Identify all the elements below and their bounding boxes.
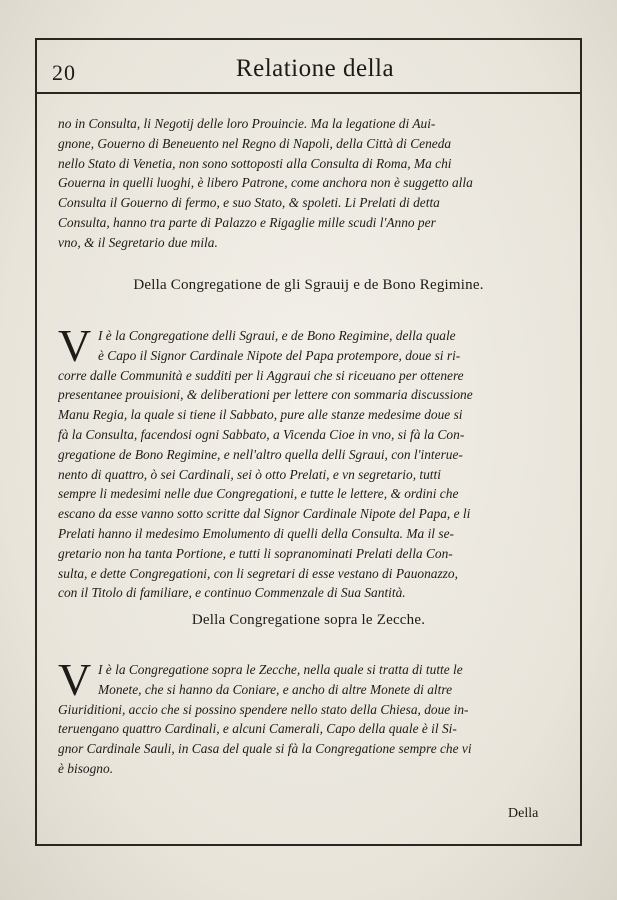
text-line: no in Consulta, li Negotij delle loro Prouincie. Ma la legatione di Aui- — [58, 116, 436, 131]
text-line: Manu Regia, la quale si tiene il Sabbato, pure alle stanze medesime doue si — [58, 407, 463, 423]
running-head: Relatione della — [235, 55, 395, 82]
text-line: I è la Congregatione delli Sgraui, e de Bono Regimine, della quale — [98, 328, 456, 343]
text-line: gnor Cardinale Sauli, in Casa del quale si fà la Congregatione sempre che vi — [58, 741, 472, 757]
section-heading-zecche: Della Congregatione sopra le Zecche. — [191, 612, 426, 628]
text-line: corre dalle Communità e sudditi per li Aggraui che si riceuano per ottenere — [58, 367, 464, 383]
text-line: è Capo il Signor Cardinale Nipote del Papa protempore, doue si ri- — [98, 347, 461, 363]
text-line: con il Titolo di familiare, e continuo Commenzale di Sua Santità. — [58, 585, 406, 601]
text-line: teruengano quattro Cardinali, e alcuni Camerali, Capo della quale è il Si- — [58, 721, 457, 737]
text-line: Monete, che si hanno da Coniare, e ancho di altre Monete di altre — [98, 681, 453, 697]
text-line: gnone, Gouerno di Beneuento nel Regno di Napoli, della Città di Ceneda — [58, 135, 452, 151]
paragraph-zecche — [58, 654, 572, 779]
text-line: Prelati hanno il medesimo Emolumento di quelli della Consulta. Ma il se- — [58, 525, 454, 541]
paragraph-sgraui — [58, 320, 572, 603]
drop-cap: V — [58, 320, 92, 371]
text-line: Giuriditioni, accio che si possino spendere nello stato della Chiesa, doue in- — [58, 701, 469, 717]
text-line: escano da esse vanno sotto scritte dal Signor Cardinale Nipote del Papa, e li — [58, 506, 471, 522]
text-line: Gouerna in quelli luoghi, è libero Patrone, come anchora non è suggetto alla — [58, 175, 473, 191]
drop-cap: V — [58, 654, 92, 705]
text-line: Consulta, hanno tra parte di Palazzo e Rigaglie mille scudi l'Anno per — [58, 214, 436, 230]
text-line: sulta, e dette Congregationi, con li segretari di esse vestano di Pauonazzo, — [58, 565, 458, 581]
text-line: vno, & il Segretario due mila. — [58, 234, 218, 250]
text-line: I è la Congregatione sopra le Zecche, nella quale si tratta di tutte le — [98, 662, 463, 677]
text-line: sempre li medesimi nelle due Congregationi, e tutte le lettere, & ordini che — [58, 486, 459, 502]
text-line: Consulta il Gouerno di fermo, e suo Stato, & spoleti. Li Prelati di detta — [58, 195, 440, 211]
text-line: gregatione de Bono Regimine, e nell'altro quella delli Sgraui, con l'interue- — [58, 446, 463, 462]
catchword: Della — [508, 806, 539, 821]
text-line: nello Stato di Venetia, non sono sottoposti alla Consulta di Roma, Ma chi — [58, 155, 452, 171]
text-line: è bisogno. — [58, 760, 114, 776]
text-line: fà la Consulta, facendosi ogni Sabbato, a Vicenda Cioe in vno, si fà la Con- — [58, 426, 465, 442]
section-heading-sgraui: Della Congregatione de gli Sgrauij e de Bono Regimine. — [133, 277, 484, 293]
text-line: nento di quattro, ò sei Cardinali, sei ò otto Prelati, e vn segretario, tutti — [58, 466, 441, 482]
paragraph-continued — [58, 114, 572, 253]
page-number: 20 — [52, 60, 76, 85]
header-rule — [35, 92, 582, 94]
text-line: gretario non ha tanta Portione, e tutti li sopranominati Prelati della Con- — [58, 545, 453, 561]
text-line: presentanee prouisioni, & deliberationi per lettere con sommaria discussione — [58, 387, 473, 403]
